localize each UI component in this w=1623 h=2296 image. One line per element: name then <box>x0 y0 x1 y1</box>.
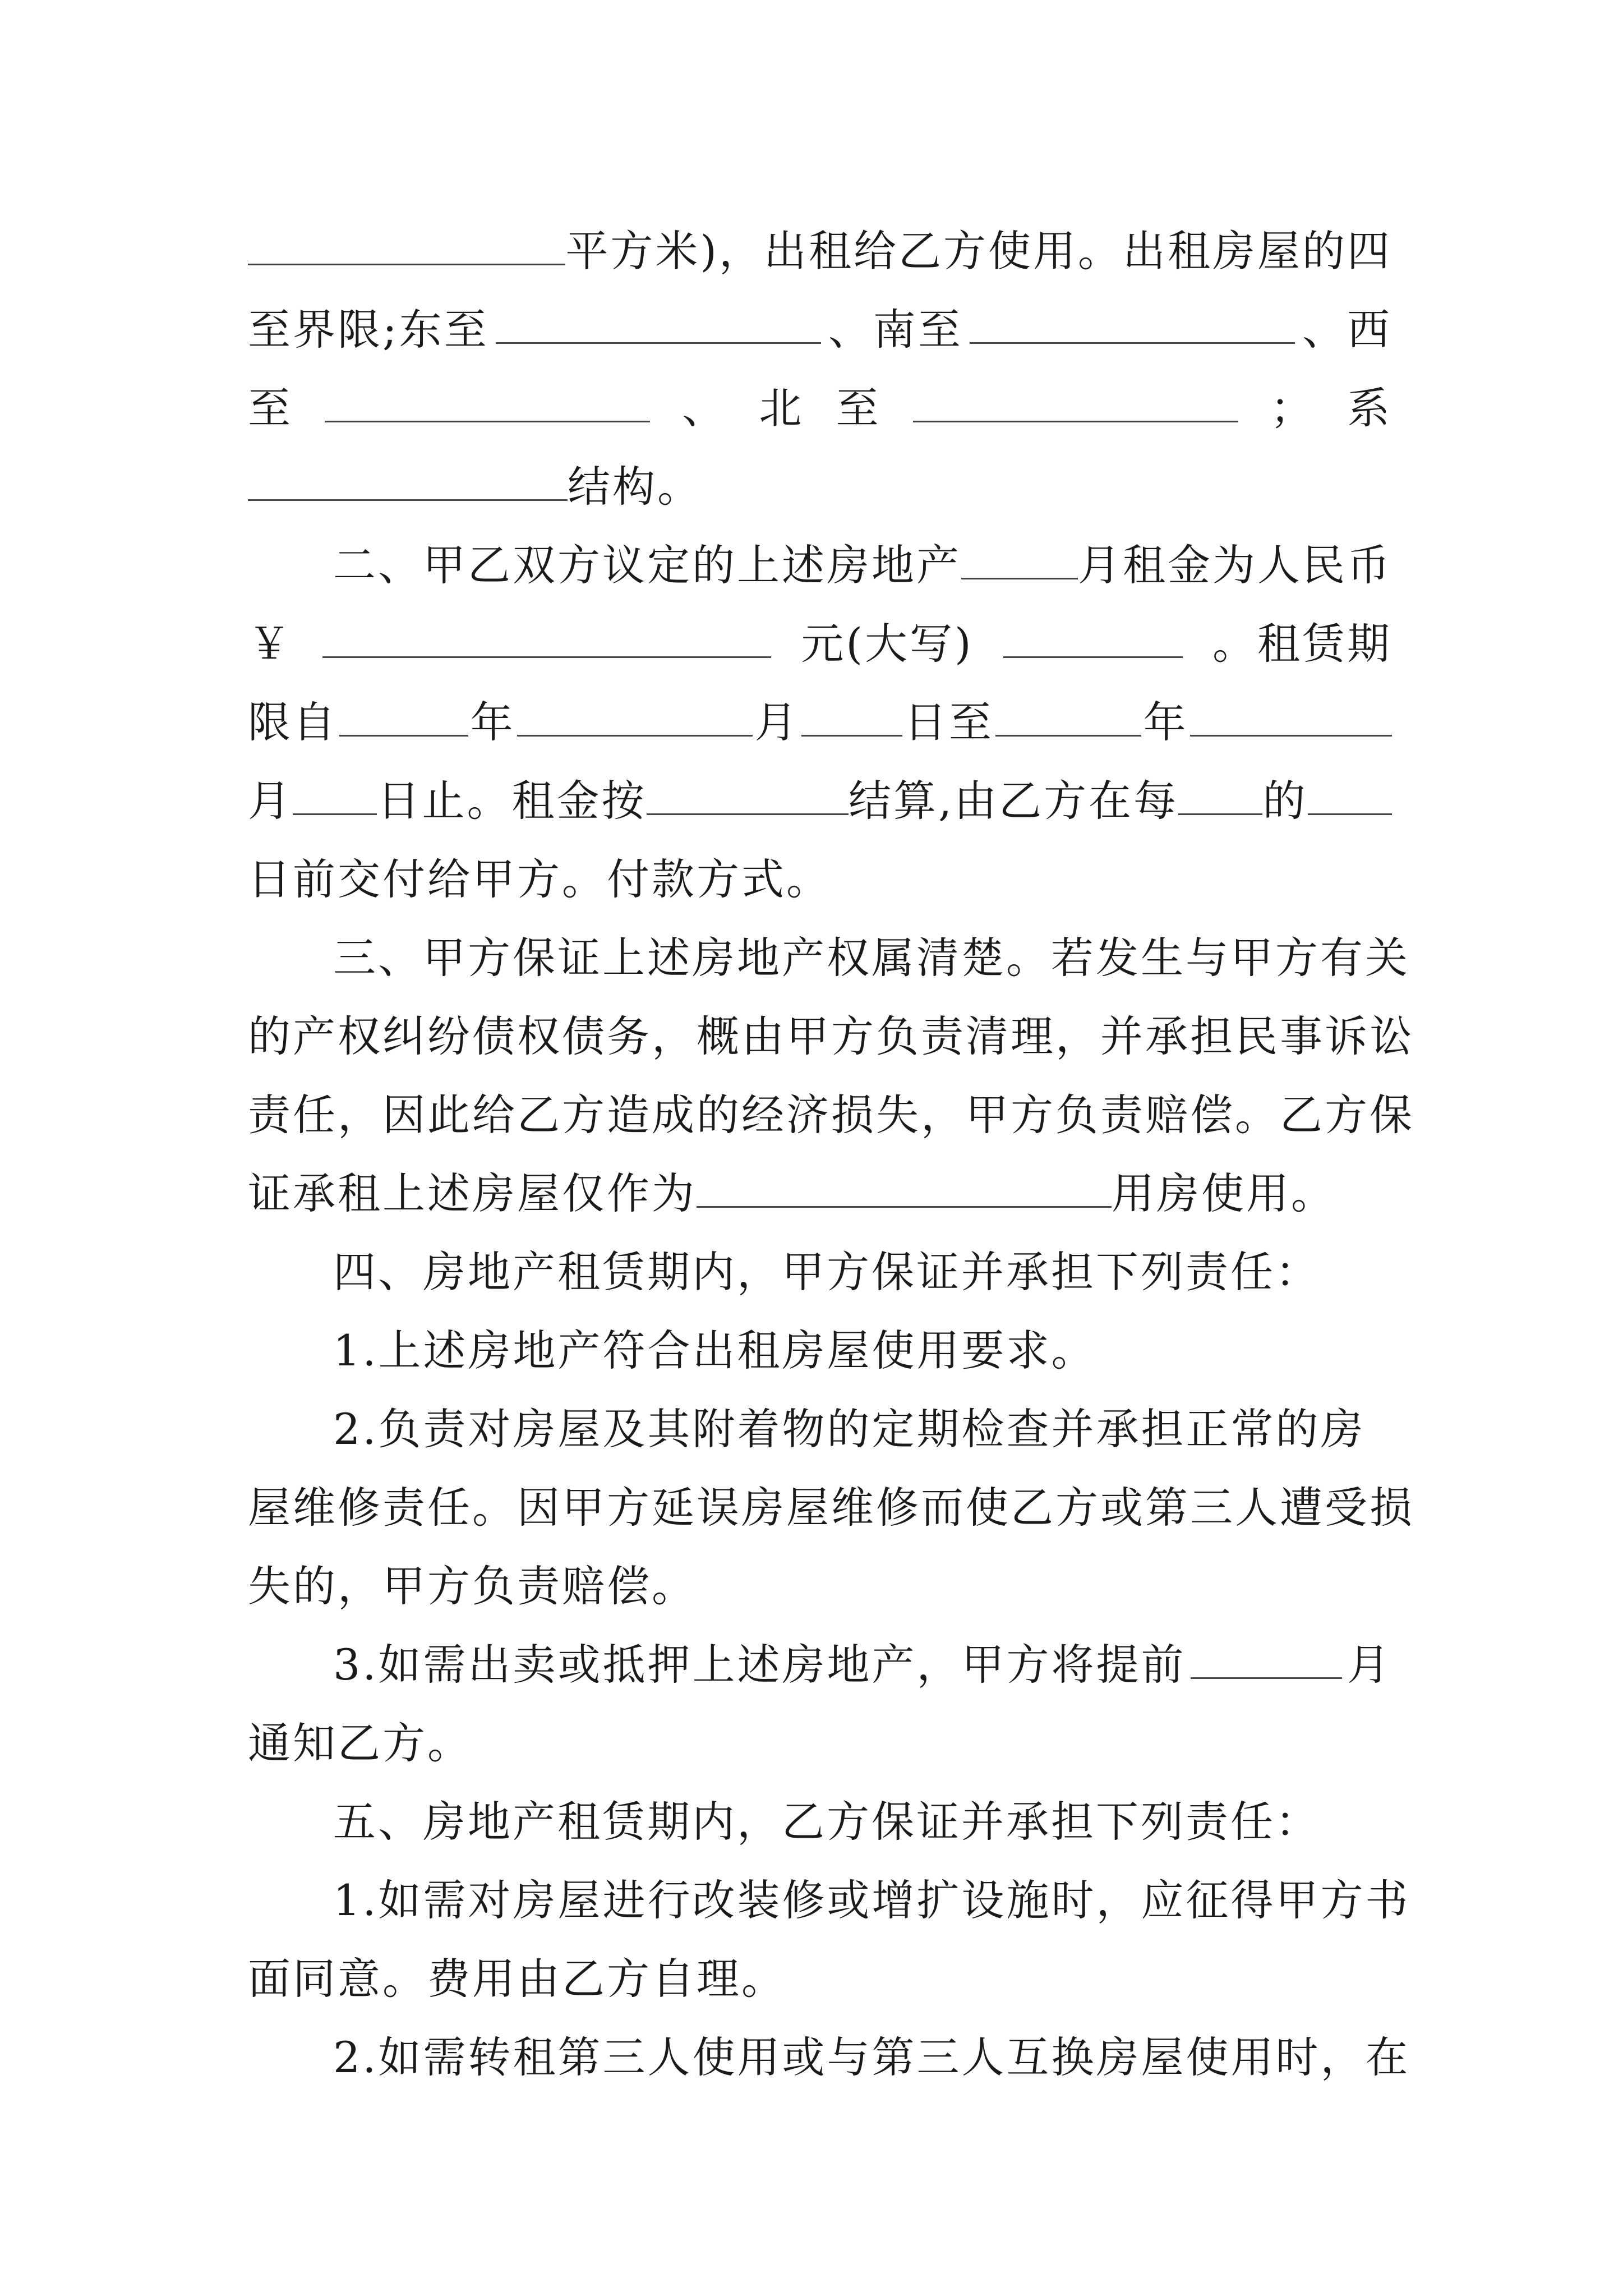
text-segment: 至 <box>836 383 881 433</box>
text-line <box>248 369 1392 448</box>
text-segment: 月 <box>248 776 293 826</box>
text-segment: 失的，甲方负责赔偿。 <box>248 1561 697 1611</box>
text-segment: 用房使用。 <box>1112 1168 1336 1218</box>
text-segment: 北 <box>759 383 804 433</box>
text-segment: 限自 <box>248 697 338 747</box>
text-line <box>248 2018 1410 2097</box>
text-segment: 面同意。费用由乙方自理。 <box>248 1954 786 2004</box>
text-segment: 1.上述房地产符合出租房屋使用要求。 <box>333 1326 1096 1375</box>
text-segment: 年 <box>1143 697 1188 747</box>
text-segment: 元(大写) <box>801 619 974 669</box>
text-segment: 结算,由乙方在每 <box>849 776 1179 826</box>
text-line <box>248 291 1392 369</box>
fill-in-blank-end-year[interactable] <box>995 696 1141 737</box>
fill-in-blank-period[interactable] <box>961 539 1078 579</box>
text-segment: 年 <box>470 697 515 747</box>
text-line <box>248 1704 1392 1783</box>
text-line <box>248 919 1410 997</box>
text-segment: 1.如需对房屋进行改装修或增扩设施时，应征得甲方书 <box>333 1875 1410 1925</box>
text-line <box>248 1390 1392 1469</box>
text-line <box>248 683 1392 762</box>
fill-in-blank-notice-months[interactable] <box>1191 1638 1342 1679</box>
fill-in-blank-day[interactable] <box>1308 774 1392 815</box>
text-line <box>248 212 1392 291</box>
fill-in-blank-amount[interactable] <box>322 617 771 658</box>
text-segment: 的产权纠纷债权债务，概由甲方负责清理，并承担民事诉讼 <box>248 1011 1414 1061</box>
text-line <box>248 997 1414 1076</box>
fill-in-blank-end-day[interactable] <box>293 774 377 815</box>
text-segment: 平方米)，出租给乙方使用。出租房屋的四 <box>565 226 1392 276</box>
text-line <box>248 1233 1392 1312</box>
fill-in-blank-west[interactable] <box>325 381 650 422</box>
fill-in-blank-south[interactable] <box>970 303 1295 344</box>
text-segment: 月 <box>1347 1640 1392 1690</box>
text-segment: 3.如需出卖或抵押上述房地产，甲方将提前 <box>333 1640 1186 1690</box>
text-segment: 证承租上述房屋仅作为 <box>248 1168 697 1218</box>
fill-in-blank-start-day[interactable] <box>801 696 902 737</box>
fill-in-blank-structure[interactable] <box>248 460 568 501</box>
text-segment: 结构。 <box>568 462 702 512</box>
text-line <box>248 605 1392 683</box>
fill-in-blank-east[interactable] <box>496 303 821 344</box>
text-segment: 2.如需转租第三人使用或与第三人互换房屋使用时，在 <box>333 2032 1410 2082</box>
text-segment: 三、甲方保证上述房地产权属清楚。若发生与甲方有关 <box>333 933 1410 983</box>
text-line <box>248 526 1392 605</box>
fill-in-blank-each[interactable] <box>1178 774 1262 815</box>
text-segment: 至界限;东至 <box>248 305 489 355</box>
text-segment: 五、房地产租赁期内，乙方保证并承担下列责任： <box>333 1797 1320 1847</box>
text-line <box>248 1861 1410 1940</box>
text-segment: 系 <box>1347 383 1392 433</box>
fill-in-blank-settlement[interactable] <box>647 774 849 815</box>
fill-in-blank-area[interactable] <box>248 224 565 265</box>
text-segment: 屋维修责任。因甲方延误房屋维修而使乙方或第三人遭受损 <box>248 1483 1414 1533</box>
text-segment: 二、甲乙双方议定的上述房地产 <box>333 540 961 590</box>
text-segment: 的 <box>1262 776 1308 826</box>
text-line <box>248 762 1392 840</box>
text-line <box>248 1547 1392 1626</box>
text-segment: 责任，因此给乙方造成的经济损失，甲方负责赔偿。乙方保 <box>248 1090 1414 1140</box>
text-segment: 日止。租金按 <box>377 776 647 826</box>
text-segment: 月租金为人民币 <box>1078 540 1392 590</box>
text-segment: 、西 <box>1302 305 1392 355</box>
fill-in-blank-amount-words[interactable] <box>1003 617 1183 658</box>
text-line <box>248 840 1392 919</box>
text-segment: 日前交付给甲方。付款方式。 <box>248 854 831 904</box>
text-segment: 月 <box>754 697 800 747</box>
text-segment: 、南至 <box>828 305 963 355</box>
text-segment: 。租赁期 <box>1212 619 1392 669</box>
text-line <box>248 1312 1392 1390</box>
text-segment: ； <box>1270 383 1315 433</box>
contract-body <box>248 212 1414 2097</box>
text-line <box>248 1154 1392 1233</box>
fill-in-blank-north[interactable] <box>913 381 1238 422</box>
text-line <box>248 448 1392 526</box>
text-segment: 、 <box>682 383 727 433</box>
text-line <box>248 1626 1392 1704</box>
fill-in-blank-usage[interactable] <box>697 1167 1112 1208</box>
text-line <box>248 1469 1414 1547</box>
text-segment: ￥ <box>248 619 293 669</box>
fill-in-blank-start-year[interactable] <box>339 696 468 737</box>
text-line <box>248 1940 1392 2018</box>
text-segment: 日至 <box>903 697 994 747</box>
text-line <box>248 1783 1392 1861</box>
text-segment: 四、房地产租赁期内，甲方保证并承担下列责任： <box>333 1247 1320 1297</box>
text-line <box>248 1076 1414 1154</box>
fill-in-blank-end-month[interactable] <box>1190 696 1392 737</box>
text-segment: 2.负责对房屋及其附着物的定期检查并承担正常的房 <box>333 1404 1366 1454</box>
fill-in-blank-start-month[interactable] <box>517 696 753 737</box>
text-segment: 至 <box>248 383 293 433</box>
text-segment: 通知乙方。 <box>248 1718 472 1768</box>
